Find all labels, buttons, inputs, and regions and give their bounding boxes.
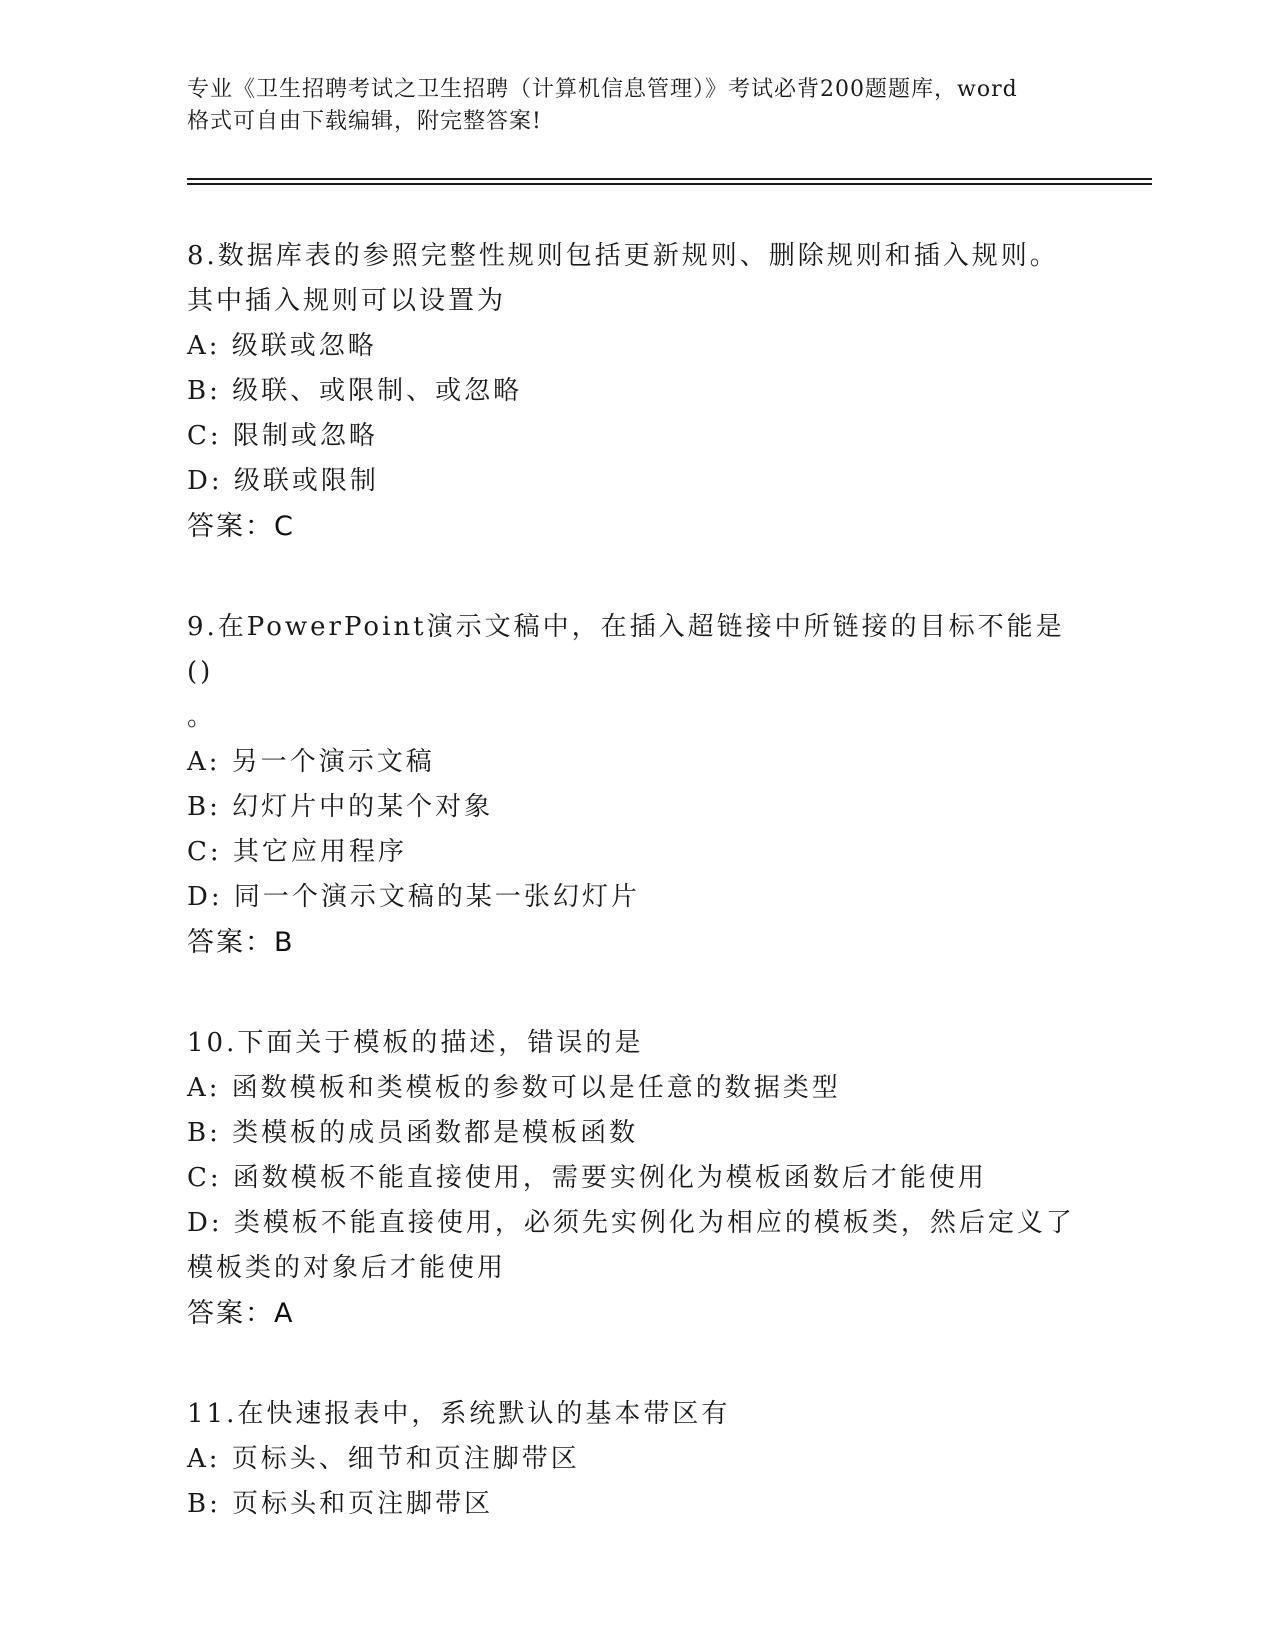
question-text-line: 。 xyxy=(187,702,217,732)
header-divider-top xyxy=(187,178,1152,180)
option-d: D: 同一个演示文稿的某一张幻灯片 xyxy=(187,882,640,912)
answer-label: 答案：A xyxy=(187,1298,295,1329)
header-line-2: 格式可自由下载编辑，附完整答案! xyxy=(187,109,542,134)
question-text-line: 8.数据库表的参照完整性规则包括更新规则、删除规则和插入规则。 xyxy=(187,241,1059,271)
option-a: A: 另一个演示文稿 xyxy=(187,747,435,777)
header-line-1: 专业《卫生招聘考试之卫生招聘（计算机信息管理）》考试必背200题题库，word xyxy=(187,77,1018,102)
question-9 xyxy=(187,605,1087,965)
answer-label: 答案：C xyxy=(187,511,295,542)
question-text-line: 11.在快速报表中，系统默认的基本带区有 xyxy=(187,1399,731,1429)
question-8 xyxy=(187,234,1087,549)
option-c: C: 其它应用程序 xyxy=(187,837,407,867)
option-b: B: 幻灯片中的某个对象 xyxy=(187,792,494,822)
header-divider-bottom xyxy=(187,183,1152,185)
option-a: A: 级联或忽略 xyxy=(187,331,377,361)
option-b: B: 页标头和页注脚带区 xyxy=(187,1489,494,1519)
option-d: D: 级联或限制 xyxy=(187,466,379,496)
option-c: C: 函数模板不能直接使用，需要实例化为模板函数后才能使用 xyxy=(187,1163,987,1193)
document-header xyxy=(187,74,1087,138)
question-11 xyxy=(187,1392,1087,1527)
answer-label: 答案：B xyxy=(187,927,295,958)
option-b: B: 类模板的成员函数都是模板函数 xyxy=(187,1118,639,1148)
question-10 xyxy=(187,1021,1087,1336)
option-a: A: 页标头、细节和页注脚带区 xyxy=(187,1444,580,1474)
question-text-line: 其中插入规则可以设置为 xyxy=(187,286,507,316)
option-d: D: 类模板不能直接使用，必须先实例化为相应的模板类，然后定义了 xyxy=(187,1208,1075,1238)
option-c: C: 限制或忽略 xyxy=(187,421,378,451)
option-b: B: 级联、或限制、或忽略 xyxy=(187,376,523,406)
question-text-line: 10.下面关于模板的描述，错误的是 xyxy=(187,1028,644,1058)
option-a: A: 函数模板和类模板的参数可以是任意的数据类型 xyxy=(187,1073,841,1103)
question-list xyxy=(187,234,1087,1583)
option-d-continued: 模板类的对象后才能使用 xyxy=(187,1253,507,1283)
question-text-line: 9.在PowerPoint演示文稿中，在插入超链接中所链接的目标不能是() xyxy=(187,612,1065,687)
